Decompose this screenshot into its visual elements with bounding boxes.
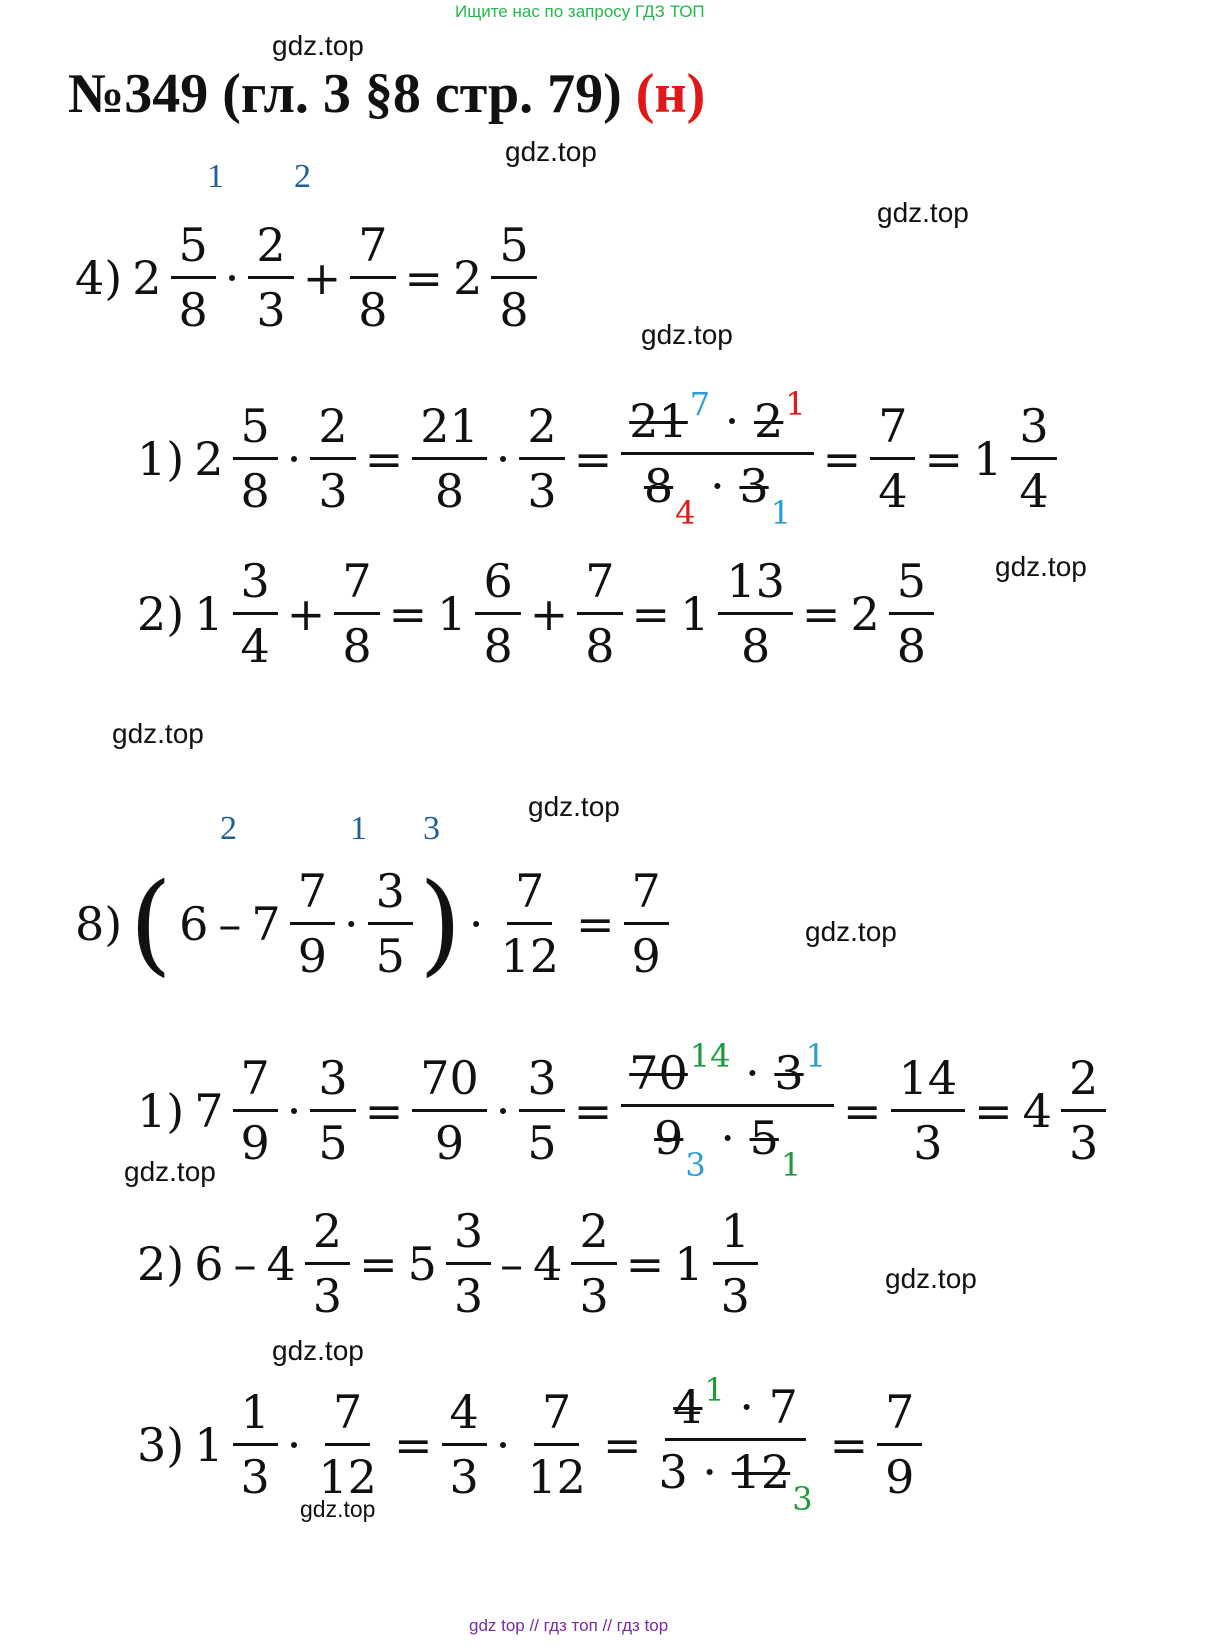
fraction bbox=[248, 218, 293, 337]
numerator: 3 bbox=[310, 1055, 355, 1112]
fraction bbox=[171, 218, 216, 337]
numerator bbox=[665, 1371, 806, 1441]
order-mark: 3 bbox=[423, 810, 440, 847]
order-mark: 1 bbox=[207, 158, 224, 195]
numerator: 7 bbox=[325, 1389, 370, 1446]
factor: 7 bbox=[768, 1380, 798, 1434]
step-label: 1) bbox=[137, 1083, 185, 1138]
operator: = bbox=[974, 1083, 1013, 1138]
operator: = bbox=[822, 431, 862, 486]
denominator: 3 bbox=[449, 1450, 479, 1504]
reduced-factor: 1 bbox=[785, 385, 806, 423]
numerator: 6 bbox=[475, 558, 520, 615]
operator: + bbox=[302, 250, 342, 305]
denominator: 9 bbox=[297, 929, 327, 983]
watermark: gdz.top bbox=[877, 197, 969, 228]
reduced-factor: 1 bbox=[704, 1371, 725, 1409]
whole-part: 4 bbox=[533, 1236, 563, 1291]
denominator: 3 bbox=[453, 1269, 484, 1323]
cancelled-factor: 8 bbox=[643, 459, 674, 513]
denominator: 3 bbox=[527, 464, 557, 518]
numerator: 3 bbox=[446, 1208, 491, 1265]
numerator: 7 bbox=[624, 868, 669, 925]
operator: = bbox=[573, 1083, 613, 1138]
reduced-factor: 3 bbox=[792, 1480, 813, 1518]
operator: · bbox=[495, 431, 511, 486]
fraction bbox=[718, 554, 793, 673]
fraction bbox=[310, 399, 355, 518]
watermark: gdz.top bbox=[272, 30, 364, 61]
numerator: 2 bbox=[519, 403, 564, 460]
step-label: 2) bbox=[137, 586, 185, 641]
operator: = bbox=[573, 431, 613, 486]
cancelled-factor: 3 bbox=[739, 459, 769, 513]
fraction bbox=[889, 554, 934, 673]
whole-part: 1 bbox=[194, 586, 224, 641]
operator: · bbox=[720, 1111, 735, 1165]
fraction bbox=[412, 1051, 487, 1170]
operator: + bbox=[286, 586, 326, 641]
numerator: 2 bbox=[305, 1208, 350, 1265]
task-label: 8) bbox=[75, 896, 123, 951]
fraction bbox=[334, 554, 379, 673]
operator: = bbox=[924, 431, 964, 486]
operator: · bbox=[739, 1380, 755, 1434]
denominator: 4 bbox=[1019, 464, 1049, 518]
numerator: 3 bbox=[233, 558, 278, 615]
fraction bbox=[233, 554, 278, 673]
operator: · bbox=[495, 1083, 511, 1138]
operator: = bbox=[843, 1083, 882, 1138]
watermark: gdz.top bbox=[112, 718, 204, 749]
fraction bbox=[442, 1385, 487, 1504]
fraction bbox=[519, 1051, 564, 1170]
top-banner: Ищите нас по запросу ГДЗ ТОП bbox=[455, 2, 705, 21]
denominator bbox=[636, 455, 799, 532]
denominator bbox=[646, 1107, 809, 1184]
operator: · bbox=[286, 431, 302, 486]
fraction bbox=[877, 1385, 922, 1504]
fraction bbox=[310, 1385, 385, 1504]
number: 6 bbox=[194, 1236, 224, 1291]
fraction bbox=[368, 864, 413, 983]
denominator: 9 bbox=[240, 1116, 270, 1170]
fraction bbox=[350, 218, 395, 337]
numerator: 4 bbox=[442, 1389, 487, 1446]
cancelled-factor: 9 bbox=[654, 1111, 684, 1165]
denominator: 9 bbox=[434, 1116, 465, 1170]
cancelled-factor: 2 bbox=[754, 394, 784, 448]
denominator: 4 bbox=[240, 619, 270, 673]
denominator: 5 bbox=[375, 929, 405, 983]
operator: · bbox=[495, 1417, 511, 1472]
cancelled-factor: 5 bbox=[749, 1111, 779, 1165]
operator: + bbox=[529, 586, 569, 641]
watermark: gdz.top bbox=[885, 1263, 977, 1294]
denominator: 3 bbox=[913, 1116, 943, 1170]
numerator: 13 bbox=[718, 558, 793, 615]
fraction bbox=[891, 1051, 966, 1170]
numerator: 5 bbox=[233, 403, 278, 460]
number: 6 bbox=[179, 896, 209, 951]
operator: = bbox=[625, 1236, 665, 1291]
numerator: 5 bbox=[889, 558, 934, 615]
denominator: 3 bbox=[579, 1269, 609, 1323]
operator: · bbox=[702, 1445, 718, 1499]
operator: = bbox=[364, 1083, 404, 1138]
right-paren: ) bbox=[418, 859, 462, 987]
whole-part: 7 bbox=[251, 896, 281, 951]
task4-step1 bbox=[132, 385, 1061, 532]
operator: = bbox=[388, 586, 428, 641]
whole-part: 1 bbox=[194, 1417, 224, 1472]
step-label: 2) bbox=[137, 1236, 185, 1291]
title-tag: (н) bbox=[635, 63, 706, 125]
task8-header bbox=[70, 859, 673, 987]
cancel-fraction bbox=[621, 1037, 834, 1184]
footer-links[interactable]: gdz top // гдз топ // гдз top bbox=[469, 1616, 669, 1635]
reduced-factor: 4 bbox=[675, 494, 696, 532]
numerator: 7 bbox=[507, 868, 552, 925]
denominator: 8 bbox=[342, 619, 372, 673]
cancelled-factor: 3 bbox=[774, 1046, 804, 1100]
whole-part: 2 bbox=[132, 250, 162, 305]
denominator: 3 bbox=[240, 1450, 270, 1504]
fraction bbox=[233, 1385, 278, 1504]
whole-part: 7 bbox=[194, 1083, 224, 1138]
whole-part: 1 bbox=[674, 1236, 704, 1291]
denominator: 5 bbox=[527, 1116, 557, 1170]
operator: = bbox=[575, 896, 615, 951]
operator: · bbox=[724, 394, 740, 448]
numerator bbox=[621, 1037, 834, 1107]
fraction bbox=[446, 1204, 491, 1323]
numerator: 7 bbox=[534, 1389, 579, 1446]
denominator: 8 bbox=[741, 619, 771, 673]
watermark: gdz.top bbox=[124, 1156, 216, 1187]
whole-part: 2 bbox=[194, 431, 224, 486]
watermark: gdz.top bbox=[641, 319, 733, 350]
denominator: 8 bbox=[483, 619, 513, 673]
reduced-factor: 14 bbox=[689, 1037, 731, 1075]
fraction bbox=[492, 864, 567, 983]
denominator: 3 bbox=[318, 464, 348, 518]
operator: · bbox=[286, 1083, 302, 1138]
fraction bbox=[491, 218, 536, 337]
cancel-fraction bbox=[621, 385, 813, 532]
operator: · bbox=[468, 896, 484, 951]
fraction bbox=[870, 399, 915, 518]
denominator: 8 bbox=[499, 283, 529, 337]
numerator: 3 bbox=[368, 868, 413, 925]
numerator: 7 bbox=[870, 403, 915, 460]
fraction bbox=[233, 1051, 278, 1170]
denominator: 8 bbox=[585, 619, 615, 673]
operator: = bbox=[801, 586, 841, 641]
watermark: gdz.top bbox=[995, 551, 1087, 582]
step-label: 3) bbox=[137, 1417, 185, 1472]
order-mark: 2 bbox=[294, 158, 311, 195]
operator: = bbox=[393, 1417, 433, 1472]
fraction bbox=[475, 554, 520, 673]
denominator: 4 bbox=[878, 464, 908, 518]
whole-part: 4 bbox=[266, 1236, 296, 1291]
numerator: 14 bbox=[891, 1055, 966, 1112]
numerator: 2 bbox=[1061, 1055, 1106, 1112]
denominator: 3 bbox=[720, 1269, 750, 1323]
cancelled-factor: 70 bbox=[629, 1046, 688, 1100]
fraction bbox=[713, 1204, 758, 1323]
cancel-fraction bbox=[651, 1371, 821, 1518]
operator: – bbox=[218, 896, 242, 951]
denominator: 8 bbox=[358, 283, 388, 337]
numerator: 7 bbox=[233, 1055, 278, 1112]
denominator: 8 bbox=[240, 464, 270, 518]
whole-part: 2 bbox=[453, 250, 483, 305]
operator: – bbox=[233, 1236, 257, 1291]
reduced-factor: 1 bbox=[780, 1146, 802, 1184]
watermark: gdz.top bbox=[300, 1496, 376, 1522]
operator: = bbox=[359, 1236, 398, 1291]
whole-part: 2 bbox=[850, 586, 880, 641]
task8-step2 bbox=[132, 1204, 762, 1323]
operator: = bbox=[829, 1417, 869, 1472]
fraction bbox=[1061, 1051, 1106, 1170]
numerator: 7 bbox=[877, 1389, 922, 1446]
whole-part: 1 bbox=[437, 586, 467, 641]
denominator: 8 bbox=[178, 283, 208, 337]
denominator: 9 bbox=[631, 929, 661, 983]
watermark: gdz.top bbox=[505, 136, 597, 167]
fraction bbox=[1011, 399, 1056, 518]
reduced-factor: 7 bbox=[689, 385, 711, 423]
denominator: 8 bbox=[896, 619, 927, 673]
task8-step3 bbox=[132, 1371, 926, 1518]
left-paren: ( bbox=[129, 859, 173, 987]
denominator: 12 bbox=[527, 1450, 586, 1504]
watermark: gdz.top bbox=[805, 916, 897, 947]
operator: · bbox=[710, 459, 725, 513]
numerator: 7 bbox=[290, 868, 335, 925]
fraction bbox=[305, 1204, 350, 1323]
numerator: 3 bbox=[519, 1055, 564, 1112]
numerator: 7 bbox=[334, 558, 379, 615]
whole-part: 1 bbox=[973, 431, 1003, 486]
whole-part: 5 bbox=[407, 1236, 437, 1291]
operator: = bbox=[602, 1417, 642, 1472]
task8-step1 bbox=[132, 1037, 1110, 1184]
whole-part: 1 bbox=[680, 586, 710, 641]
task-label: 4) bbox=[75, 250, 123, 305]
denominator: 12 bbox=[318, 1450, 377, 1504]
denominator: 5 bbox=[318, 1116, 348, 1170]
order-mark: 2 bbox=[220, 810, 237, 847]
fraction bbox=[519, 399, 564, 518]
cancelled-factor: 12 bbox=[731, 1445, 791, 1499]
factor: 3 bbox=[658, 1445, 688, 1499]
fraction bbox=[571, 1204, 616, 1323]
denominator: 3 bbox=[256, 283, 286, 337]
fraction bbox=[412, 399, 487, 518]
numerator: 1 bbox=[713, 1208, 758, 1265]
denominator: 3 bbox=[1068, 1116, 1099, 1170]
fraction bbox=[624, 864, 669, 983]
reduced-factor: 1 bbox=[805, 1037, 827, 1075]
fraction bbox=[310, 1051, 355, 1170]
order-mark: 1 bbox=[350, 810, 367, 847]
numerator: 7 bbox=[350, 222, 395, 279]
numerator: 2 bbox=[571, 1208, 616, 1265]
watermark: gdz.top bbox=[528, 791, 620, 822]
operator: = bbox=[404, 250, 444, 305]
numerator bbox=[621, 385, 813, 455]
step-label: 1) bbox=[137, 431, 185, 486]
denominator: 12 bbox=[500, 929, 559, 983]
denominator: 3 bbox=[312, 1269, 343, 1323]
reduced-factor: 3 bbox=[685, 1146, 706, 1184]
numerator: 5 bbox=[491, 222, 536, 279]
task4-header bbox=[70, 218, 541, 337]
numerator: 2 bbox=[310, 403, 355, 460]
cancelled-factor: 4 bbox=[673, 1380, 703, 1434]
operator: – bbox=[500, 1236, 524, 1291]
numerator: 2 bbox=[248, 222, 293, 279]
operator: · bbox=[224, 250, 240, 305]
numerator: 21 bbox=[412, 403, 487, 460]
page-title bbox=[68, 62, 705, 126]
numerator: 3 bbox=[1011, 403, 1056, 460]
reduced-factor: 1 bbox=[770, 494, 792, 532]
denominator: 8 bbox=[434, 464, 465, 518]
fraction bbox=[577, 554, 622, 673]
operator: = bbox=[364, 431, 404, 486]
title-main: №349 (гл. 3 §8 стр. 79) bbox=[68, 63, 622, 125]
operator: = bbox=[631, 586, 671, 641]
operator: · bbox=[286, 1417, 302, 1472]
numerator: 7 bbox=[577, 558, 622, 615]
fraction bbox=[233, 399, 278, 518]
operator: · bbox=[343, 896, 359, 951]
watermark: gdz.top bbox=[272, 1335, 364, 1366]
numerator: 70 bbox=[412, 1055, 487, 1112]
task4-step2 bbox=[132, 554, 938, 673]
denominator bbox=[651, 1441, 821, 1518]
whole-part: 4 bbox=[1022, 1083, 1052, 1138]
fraction bbox=[290, 864, 335, 983]
numerator: 5 bbox=[171, 222, 216, 279]
fraction bbox=[519, 1385, 594, 1504]
numerator: 1 bbox=[233, 1389, 278, 1446]
denominator: 9 bbox=[885, 1450, 915, 1504]
operator: · bbox=[745, 1046, 760, 1100]
cancelled-factor: 21 bbox=[629, 394, 688, 448]
